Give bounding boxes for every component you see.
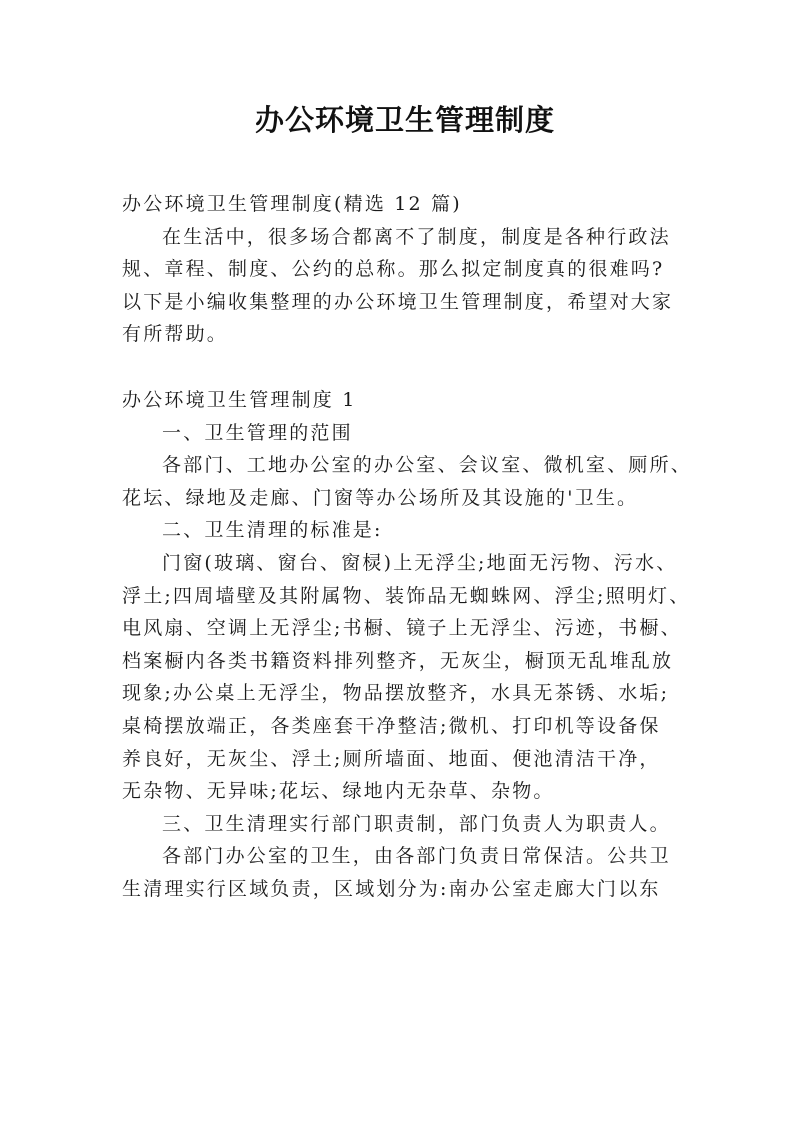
part1-heading: 一、卫生管理的范围 bbox=[162, 421, 353, 444]
part2-line: 档案橱内各类书籍资料排列整齐，无灰尘，橱顶无乱堆乱放 bbox=[122, 649, 674, 672]
section-heading: 办公环境卫生管理制度 1 bbox=[122, 388, 357, 411]
document-body bbox=[122, 188, 693, 905]
part1-line: 花坛、绿地及走廊、门窗等办公场所及其设施的'卫生。 bbox=[122, 486, 639, 509]
part2-line: 桌椅摆放端正，各类座套干净整洁;微机、打印机等设备保 bbox=[122, 714, 661, 737]
intro-line: 有所帮助。 bbox=[122, 323, 229, 346]
part1-line: 各部门、工地办公室的办公室、会议室、微机室、厕所、 bbox=[162, 454, 693, 477]
intro-line: 在生活中，很多场合都离不了制度，制度是各种行政法 bbox=[162, 225, 671, 248]
part3-line: 各部门办公室的卫生，由各部门负责日常保洁。公共卫 bbox=[162, 845, 671, 868]
part3-heading: 三、卫生清理实行部门职责制，部门负责人为职责人。 bbox=[162, 812, 671, 835]
part2-line: 养良好，无灰尘、浮土;厕所墙面、地面、便池清洁干净， bbox=[122, 747, 661, 770]
intro-line: 规、章程、制度、公约的总称。那么拟定制度真的很难吗? bbox=[122, 258, 665, 281]
paragraph-spacer bbox=[122, 351, 688, 384]
intro-line: 以下是小编收集整理的办公环境卫生管理制度，希望对大家 bbox=[122, 290, 674, 313]
document-subtitle: 办公环境卫生管理制度(精选 12 篇) bbox=[122, 193, 462, 215]
part2-line: 浮土;四周墙壁及其附属物、装饰品无蜘蛛网、浮尘;照明灯、 bbox=[122, 584, 691, 607]
part2-heading: 二、卫生清理的标准是: bbox=[162, 519, 383, 542]
part2-line: 门窗(玻璃、窗台、窗棂)上无浮尘;地面无污物、污水、 bbox=[162, 551, 678, 574]
part3-line: 生清理实行区域负责，区域划分为:南办公室走廊大门以东 bbox=[122, 877, 661, 900]
part2-line: 电风扇、空调上无浮尘;书橱、镜子上无浮尘、污迹，书橱、 bbox=[122, 617, 682, 640]
document-title: 办公环境卫生管理制度 bbox=[254, 103, 555, 137]
part2-line: 无杂物、无异味;花坛、绿地内无杂草、杂物。 bbox=[122, 780, 555, 803]
part2-line: 现象;办公桌上无浮尘，物品摆放整齐，水具无茶锈、水垢; bbox=[122, 682, 670, 705]
